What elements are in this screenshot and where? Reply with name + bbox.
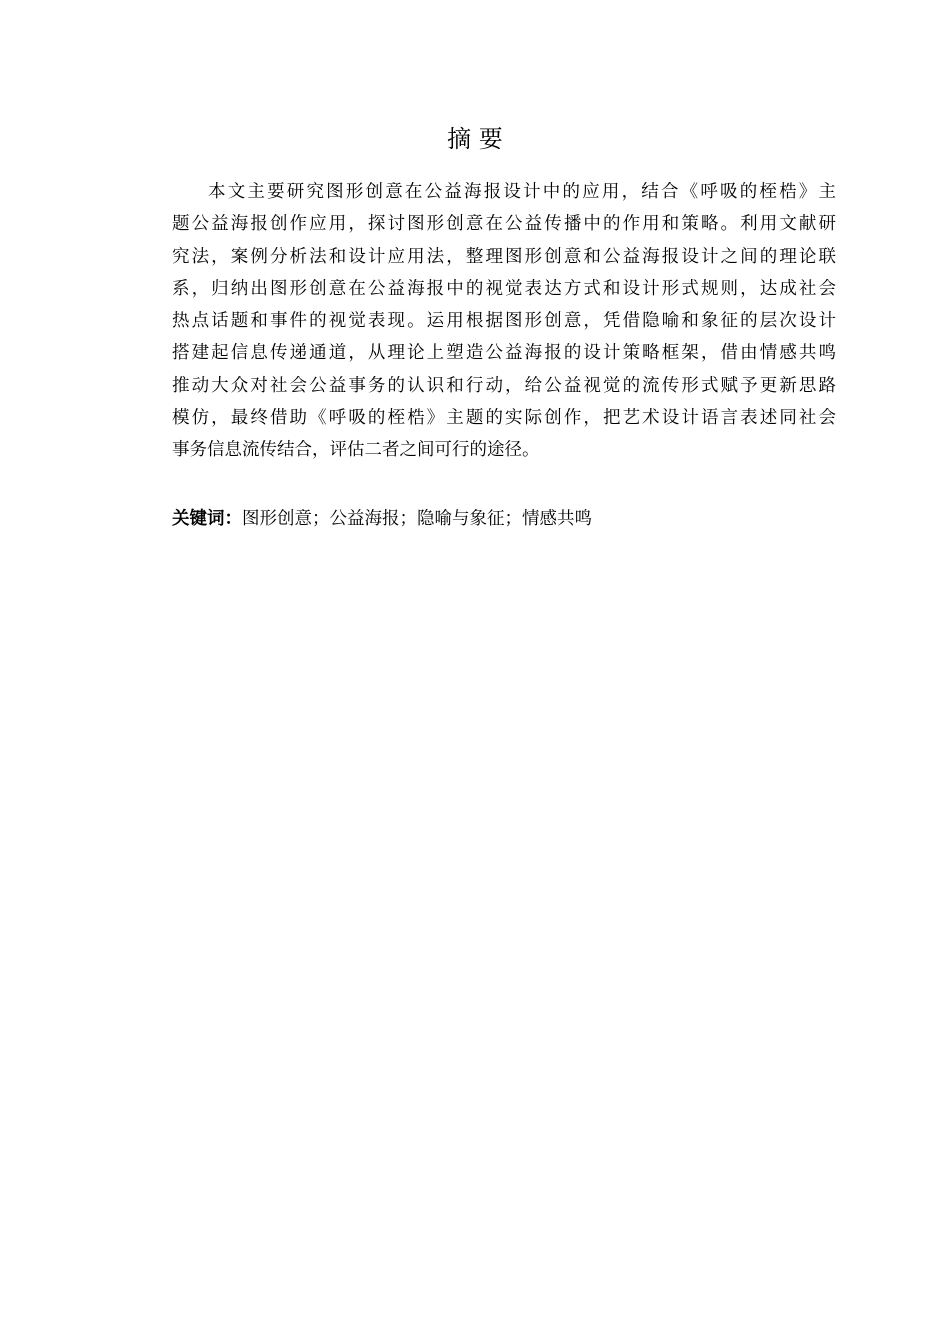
abstract-title: 摘 要 [447,125,503,153]
abstract-line: 本文主要研究图形创意在公益海报设计中的应用，结合《呼吸的桎梏》主 [208,182,836,202]
keywords-value: 图形创意；公益海报；隐喻与象征；情感共鸣 [242,509,592,529]
abstract-line: 究法，案例分析法和设计应用法，整理图形创意和公益海报设计之间的理论联 [172,246,836,267]
abstract-line: 题公益海报创作应用，探讨图形创意在公益传播中的作用和策略。利用文献研 [172,214,836,235]
abstract-line: 模仿，最终借助《呼吸的桎梏》主题的实际创作，把艺术设计语言表述同社会 [172,408,836,429]
abstract-line: 系，归纳出图形创意在公益海报中的视觉表达方式和设计形式规则，达成社会 [172,278,836,299]
abstract-line: 推动大众对社会公益事务的认识和行动，给公益视觉的流传形式赋予更新思路 [172,375,836,396]
abstract-line: 搭建起信息传递通道，从理论上塑造公益海报的设计策略框架，借由情感共鸣 [172,343,836,364]
abstract-line: 事务信息流传结合，评估二者之间可行的途径。 [172,440,540,461]
abstract-line: 热点话题和事件的视觉表现。运用根据图形创意，凭借隐喻和象征的层次设计 [172,311,836,332]
keywords-line [172,503,592,535]
keywords-label: 关键词： [172,509,242,529]
abstract-body [172,176,836,467]
